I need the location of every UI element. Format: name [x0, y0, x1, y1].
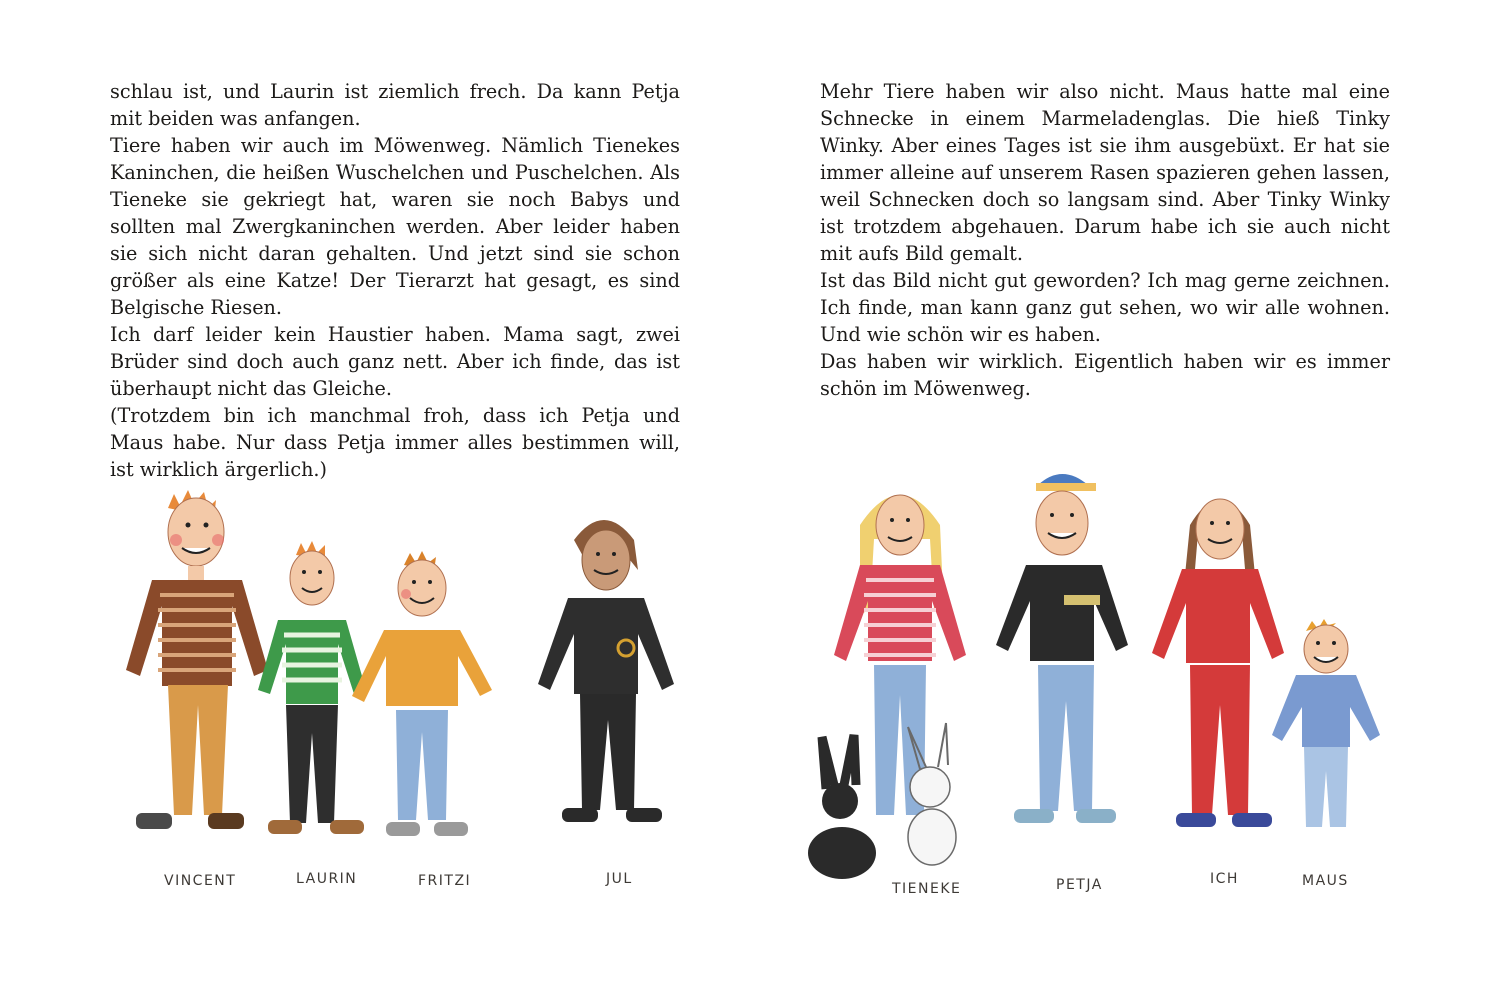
right-page-text: [820, 78, 1390, 402]
rabbit-black: [808, 735, 876, 879]
paragraph: Ich darf leider kein Haustier haben. Mama sagt, zwei Brüder sind doch auch ganz nett. Aber ich finde, das ist überhaupt nicht das Gleiche.: [110, 323, 680, 400]
rabbit-white: [908, 723, 956, 865]
paragraph: Ist das Bild nicht gut geworden? Ich mag gerne zeichnen. Ich finde, man kann ganz gut sehen, wo wir alle wohnen. Und wie schön wir es haben.: [820, 269, 1390, 346]
paragraph: (Trotzdem bin ich manchmal froh, dass ich Petja und Maus habe. Nur dass Petja immer alles bestimmen will, ist wirklich ärgerlich.): [110, 404, 680, 481]
name-label: FRITZI: [418, 873, 472, 889]
paragraph: Mehr Tiere haben wir also nicht. Maus hatte mal eine Schnecke in einem Marmeladenglas. Die hieß Tinky Winky. Aber eines Tages ist sie ihm ausgebüxt. Er hat sie immer alleine auf unserem Rasen spazieren gehen lassen, weil Schnecken doch so langsam sind. Aber Tinky Winky ist trotzdem abgehauen. Darum habe ich sie auch nicht mit aufs Bild gemalt.: [820, 80, 1390, 265]
left-page-text: [110, 78, 680, 483]
name-label: ICH: [1210, 871, 1239, 887]
paragraph: Tiere haben wir auch im Möwenweg. Nämlich Tienekes Kaninchen, die heißen Wuschelchen und Puschelchen. Als Tieneke sie gekriegt hat, waren sie noch Babys und sollten mal Zwergkaninchen werden. Aber leider haben sie sich nicht daran gehalten. Und jetzt sind sie schon größer als eine Katze! Der Tierarzt hat gesagt, es sind Belgische Riesen.: [110, 134, 680, 319]
figure-petja: [996, 474, 1128, 823]
figure-jul: [538, 520, 674, 822]
figure-vincent: [126, 490, 268, 829]
illustration-family-right: [800, 465, 1400, 910]
name-label: VINCENT: [164, 873, 237, 889]
name-label: MAUS: [1302, 873, 1349, 889]
name-label: LAURIN: [296, 871, 358, 887]
name-label: PETJA: [1056, 877, 1103, 893]
figure-maus: [1272, 619, 1380, 827]
figure-ich: [1152, 499, 1284, 827]
figure-fritzi: [352, 551, 492, 836]
paragraph: schlau ist, und Laurin ist ziemlich frech. Da kann Petja mit beiden was anfangen.: [110, 80, 680, 130]
paragraph: Das haben wir wirklich. Eigentlich haben wir es immer schön im Möwenweg.: [820, 350, 1390, 400]
name-label: TIENEKE: [892, 881, 962, 897]
illustration-family-left: [108, 470, 708, 910]
figure-laurin: [258, 541, 366, 834]
name-label: JUL: [606, 871, 633, 887]
